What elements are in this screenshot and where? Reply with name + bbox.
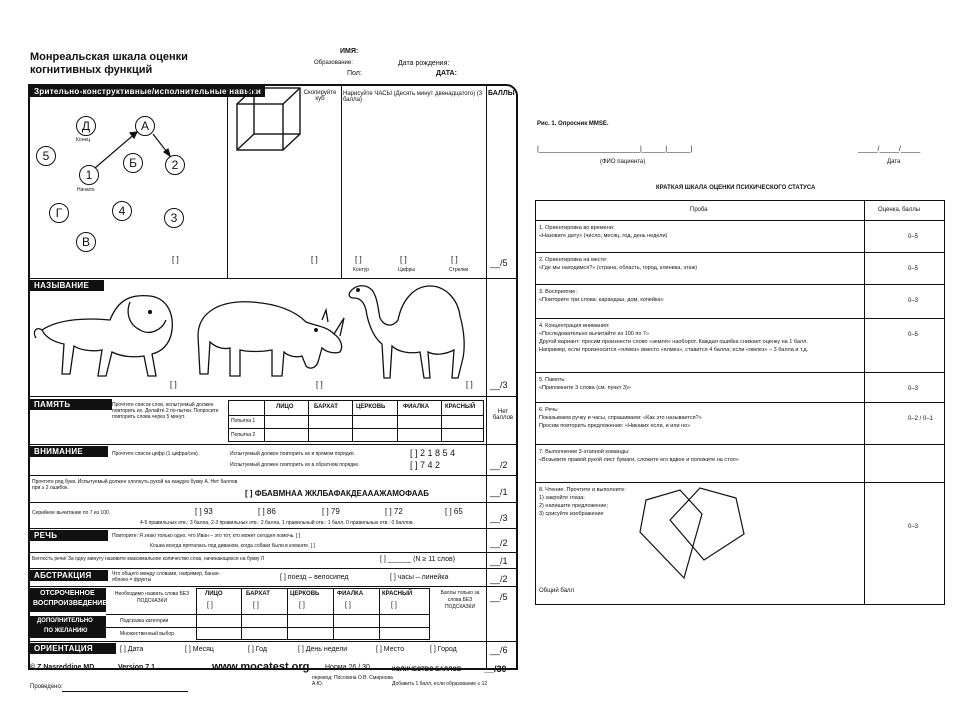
serial-value: [ ] 72 (385, 507, 403, 516)
mmse-title: КРАТКАЯ ШКАЛА ОЦЕНКИ ПСИХИЧЕСКОГО СТАТУСА (656, 185, 816, 191)
clock-digits-label: Цифры (398, 267, 415, 273)
delayed-bracket: [ ] (207, 602, 213, 609)
field-name-label: ИМЯ: (340, 48, 359, 55)
mmse-name-fields: |__________________________|______|______| (537, 146, 693, 153)
memory-header: ПАМЯТЬ (30, 399, 112, 410)
mmse-row-line: «Возьмите правой рукой лист бумаги, сложите его вдвое и положите на стол» (539, 457, 739, 463)
mmse-row-line: 1) закройте глаза; (539, 495, 585, 501)
trail-node: Д (76, 116, 96, 136)
naming-bracket-camel: [ ] (466, 380, 473, 389)
trail-end-label: Конец (76, 137, 91, 143)
memory-no-points: Нет баллов (492, 409, 514, 421)
digits-instruction: Прочтите список цифр (1 цифра/сек). (112, 451, 200, 457)
mmse-row-score: 0–2 / 0–1 (908, 416, 934, 422)
trail-node: 3 (164, 208, 184, 228)
mmse-row-line: 2) напишите предложение; (539, 503, 608, 509)
serial-value: [ ] 79 (322, 507, 340, 516)
trail-bracket: [ ] (172, 255, 179, 264)
optional-cue1: Подсказка категории (120, 618, 169, 624)
letters-score: __/1 (490, 487, 508, 497)
mmse-row-line: Например, если произносится «ялмез» вместо «ялмез», ставится 4 балла; если «ямлез» – 3 балла и т.д. (539, 347, 809, 353)
serial-rule: 4-5 правильных отв.: 3 балла, 2-3 правильных отв.: 2 балла, 1 правильный отв.: 1 балл, 0 правильных отв.: 0 баллов. (140, 520, 414, 526)
serial-value: [ ] 93 (195, 507, 213, 516)
digits-backward-label: Испытуемый должен повторить их в обратном порядке. (230, 462, 360, 468)
moca-title-line2: когнитивных функций (30, 64, 153, 76)
speech-fluency: Беглость речи/ За одну минуту назовите максимальное количество слов, начинающихся на букву Л (32, 556, 265, 562)
abstraction-pair1: [ ] поезд – велосипед (280, 574, 349, 581)
clock-hands-label: Стрелки (449, 267, 469, 273)
delayed-score: __/5 (490, 592, 508, 602)
scores-header: БАЛЛЫ (488, 90, 515, 97)
delayed-word: БАРХАТ (246, 591, 270, 597)
mmse-col-score: Оценка, баллы (878, 207, 921, 213)
visuo-header: Зрительно-конструктивные/исполнительные навыки (30, 86, 265, 97)
letters-sequence: [ ] ФБАВМНАА ЖКЛБАФАКДЕАААЖАМОФААБ (245, 489, 430, 498)
memory-attempt: Попытка 1 (231, 418, 256, 424)
speech-repeat-line1: Повторите: Я знаю только одно, что Иван – это тот, кто может сегодня помочь. [ ] (112, 533, 301, 539)
naming-bracket-rhino: [ ] (316, 380, 323, 389)
memory-word: ЛИЦО (276, 404, 294, 410)
visuo-score: __/5 (490, 258, 508, 268)
pentagon-right (670, 488, 744, 560)
delayed-bracket: [ ] (299, 602, 305, 609)
mmse-row-score: 0–3 (908, 524, 919, 530)
field-sex-label: Пол: (347, 70, 362, 77)
field-education-label: Образование: (314, 60, 353, 66)
speech-repeat-score: __/2 (490, 538, 508, 548)
footer-conducted: Проведено: (30, 684, 63, 690)
delayed-instruction: Необходимо назвать слова БЕЗ ПОДСКАЗКИ (114, 591, 190, 604)
cube-label: Скопируйте куб (303, 90, 337, 102)
memory-instruction: Прочтите список слов, испытуемый должен повторить их. Делайте 2 по-пытки. Попросите повторить слова через 5 минут. (112, 402, 219, 420)
mmse-row-line: 2. Ориентировка на месте: (539, 257, 608, 263)
footer-website: www.mocatest.org (212, 661, 310, 673)
mmse-row-score: 0–5 (908, 266, 919, 272)
clock-hands-bracket: [ ] (451, 255, 458, 264)
delayed-word: КРАСНЫЙ (382, 591, 413, 597)
footer-norm: Норма 26 / 30 (325, 664, 370, 671)
memory-word: КРАСНЫЙ (445, 404, 476, 410)
orientation-item: [ ] Месяц (185, 646, 214, 653)
delayed-bracket: [ ] (391, 602, 397, 609)
orientation-item: [ ] День недели (298, 646, 348, 653)
memory-attempt: Попытка 2 (231, 432, 256, 438)
optional-cue2: Множественный выбор (120, 631, 174, 637)
speech-fluency-bracket: [ ] ______ (N ≥ 11 слов) (380, 556, 456, 563)
trail-node: 4 (112, 201, 132, 221)
mmse-row-score: 0–3 (908, 298, 919, 304)
mmse-row-line: 5. Память: (539, 377, 566, 383)
mmse-row-line: 6. Речь: (539, 407, 559, 413)
memory-word: ЦЕРКОВЬ (356, 404, 386, 410)
serial-value: [ ] 86 (258, 507, 276, 516)
mmse-row-line: «Где мы находимся?» (страна, область, город, клиника, этаж) (539, 265, 698, 271)
abstraction-score: __/2 (490, 574, 508, 584)
orientation-score: __/6 (490, 645, 508, 655)
trail-start-label: Начало (77, 187, 95, 193)
mmse-date-fields: _____/_____/_____ (858, 146, 921, 153)
serial-label: Серийное вычитание по 7 из 100. (32, 510, 111, 516)
mmse-row-line: Просим повторить предложение: «Никаких если, и или но» (539, 423, 691, 429)
trail-node: Г (49, 203, 69, 223)
mmse-row-line: 3. Восприятие: (539, 289, 577, 295)
mmse-date-label: Дата (887, 159, 901, 165)
abstraction-pair2: [ ] часы – линейка (390, 574, 449, 581)
mmse-row-line: Другой вариант: просим произнести слово «земля» наоборот. Каждая ошибка снижает оценку на 1 балл. (539, 339, 808, 345)
attention-header: ВНИМАНИЕ (30, 446, 108, 457)
cube-bracket: [ ] (311, 255, 318, 264)
digits-score: __/2 (490, 460, 508, 470)
mmse-row-line: 1. Ориентировка во времени: (539, 225, 615, 231)
naming-header: НАЗЫВАНИЕ (30, 280, 104, 291)
mmse-row-line: «Припомните 3 слова (см. пункт 3)» (539, 385, 631, 391)
pentagon-left (640, 490, 702, 578)
naming-score: __/3 (490, 380, 508, 390)
trail-node: Б (123, 153, 143, 173)
optional-header-line1: ДОПОЛНИТЕЛЬНО (37, 618, 93, 624)
serial-score: __/3 (490, 513, 508, 523)
trail-node: 1 (79, 165, 99, 185)
memory-word: БАРХАТ (314, 404, 338, 410)
abstraction-header: АБСТРАКЦИЯ (30, 570, 108, 581)
mmse-row-line: «Последовательно вычитайте из 100 по 7» (539, 331, 650, 337)
footer-total-label: КОЛИЧЕСТВО БАЛЛОВ (392, 667, 462, 673)
abstraction-instruction: Что общего между словами, например, банан-яблоко = фрукты (112, 571, 221, 583)
orientation-item: [ ] Дата (120, 646, 144, 653)
delayed-bracket: [ ] (345, 602, 351, 609)
mmse-fio-label: (ФИО пациента) (600, 159, 646, 165)
memory-word: ФИАЛКА (403, 404, 430, 410)
trail-node: 2 (165, 155, 185, 175)
speech-repeat-line2: Кошка всегда пряталась под диваном, когда собаки были в комнате. [ ] (150, 543, 316, 549)
serial-value: [ ] 65 (445, 507, 463, 516)
speech-header: РЕЧЬ (30, 530, 108, 541)
naming-bracket-lion: [ ] (170, 380, 177, 389)
delayed-word: ЦЕРКОВЬ (290, 591, 320, 597)
mmse-row-line: «Назовите дату» (число, месяц, год, день недели) (539, 233, 668, 239)
mmse-total-label: Общий балл (539, 588, 575, 594)
footer-total-score: __/30 (484, 664, 507, 674)
mmse-col-probe: Проба (690, 207, 708, 213)
trail-node: В (76, 232, 96, 252)
field-birth-label: Дата рождения: (398, 60, 450, 67)
orientation-item: [ ] Год (248, 646, 267, 653)
footer-version: Version 7.1 (118, 664, 155, 671)
trail-node: А (135, 116, 155, 136)
orientation-item: [ ] Город (430, 646, 457, 653)
field-date-label: ДАТА: (436, 70, 457, 77)
clock-digits-bracket: [ ] (400, 255, 407, 264)
clock-contour-bracket: [ ] (355, 255, 362, 264)
mmse-row-score: 0–3 (908, 386, 919, 392)
delayed-word: ЛИЦО (205, 591, 223, 597)
mmse-row-line: 8. Чтение. Прочтите и выполните: (539, 487, 626, 493)
moca-title-line1: Монреальская шкала оценки (30, 51, 188, 63)
clock-contour-label: Контур (353, 267, 370, 273)
mmse-caption: Рис. 1. Опросник MMSE. (537, 121, 609, 127)
mmse-row-line: 4. Концентрация внимания: (539, 323, 610, 329)
delayed-word: ФИАЛКА (337, 591, 364, 597)
delayed-header-line2: ВОСПРОИЗВЕДЕНИЕ (33, 600, 107, 607)
mmse-row-score: 0–5 (908, 332, 919, 338)
mmse-row-line: 3) срисуйте изображение (539, 511, 604, 517)
speech-fluency-score: __/1 (490, 556, 508, 566)
clock-label: Нарисуйте ЧАСЫ (Десять минут двенадцатого) (3 балла) (343, 91, 483, 103)
mmse-row-line: «Повторите три слова: карандаш, дом, копейка» (539, 297, 664, 303)
delayed-note: Баллы только за слова БЕЗ ПОДСКАЗКИ (440, 590, 480, 610)
mmse-row-score: 0–5 (908, 234, 919, 240)
orientation-header: ОРИЕНТАЦИЯ (30, 643, 116, 654)
delayed-header-line1: ОТСРОЧЕННОЕ (40, 590, 95, 597)
trail-node: 5 (36, 146, 56, 166)
optional-header-line2: ПО ЖЕЛАНИЮ (44, 628, 88, 634)
digits-forward-seq: [ ] 2 1 8 5 4 (410, 448, 456, 458)
delayed-bracket: [ ] (253, 602, 259, 609)
orientation-item: [ ] Место (376, 646, 405, 653)
footer-extra-point: Добавить 1 балл, если образование ≤ 12 (392, 681, 488, 687)
digits-forward-label: Испытуемый должен повторить их в прямом порядке. (230, 451, 356, 457)
mmse-row-line: 7. Выполнение 3-этапной команды: (539, 449, 630, 455)
footer-copyright: © Z.Nasreddine MD (30, 664, 95, 671)
letters-instruction: Прочтите ряд букв. Испытуемый должен хлопнуть рукой на каждую букву А. Нет баллов при ≥ 2 ошибок. (32, 479, 238, 491)
digits-backward-seq: [ ] 7 4 2 (410, 460, 441, 470)
footer-translation: перевод: Посохина О.В. Смирнова А.Ю. (312, 675, 393, 687)
mmse-row-line: Показываем ручку и часы, спрашиваем: «Как это называется?» (539, 415, 702, 421)
